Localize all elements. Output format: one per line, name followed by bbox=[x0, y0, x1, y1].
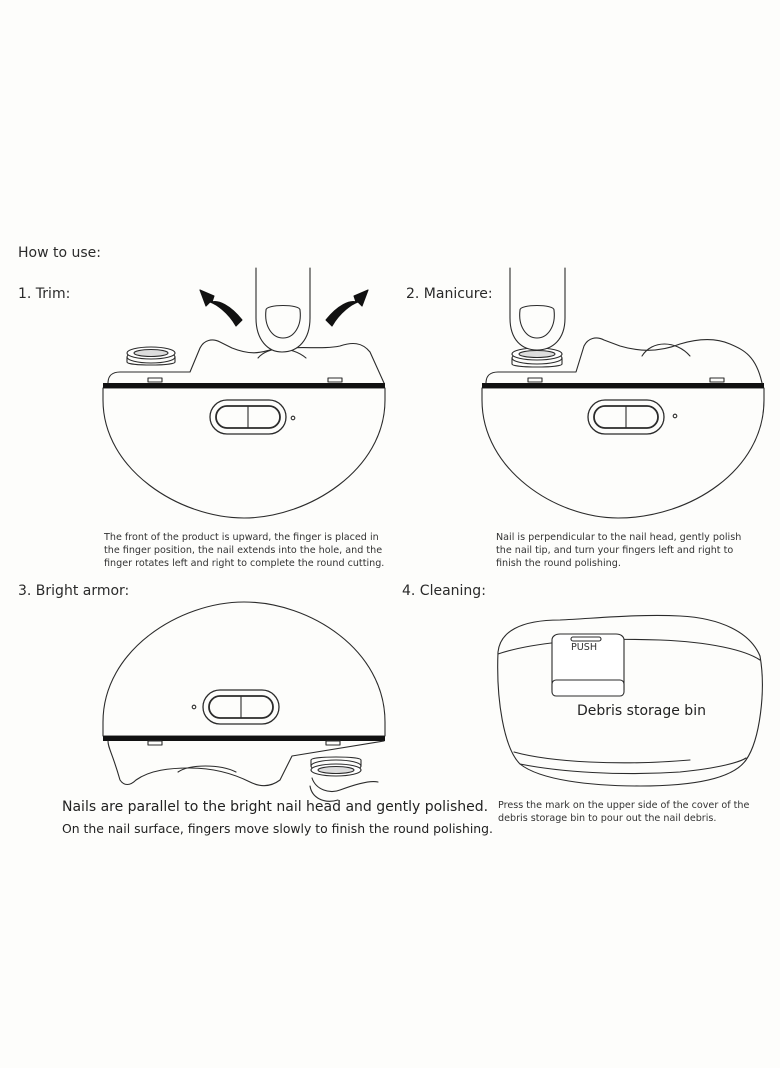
step-2-label: 2. Manicure: bbox=[406, 286, 493, 302]
slot-right bbox=[326, 741, 340, 745]
dial-knob bbox=[127, 347, 175, 365]
step-3-caption-line-2: On the nail surface, fingers move slowly to finish the round polishing. bbox=[62, 821, 493, 836]
step-4-caption: Press the mark on the upper side of the cover of the debris storage bin to pour out the nail debris. bbox=[498, 800, 750, 824]
page-title: How to use: bbox=[18, 245, 101, 261]
device-head bbox=[108, 340, 384, 383]
manicure-device-illustration bbox=[482, 268, 764, 518]
cleaning-device-illustration bbox=[498, 615, 763, 786]
slot-left bbox=[148, 378, 162, 382]
device-body bbox=[103, 388, 385, 518]
rotate-arrow-right-icon bbox=[326, 290, 368, 326]
dial-knob bbox=[512, 348, 562, 367]
device-band bbox=[103, 736, 385, 741]
device-head bbox=[108, 741, 384, 786]
step-1-caption: The front of the product is upward, the finger is placed in the finger position, the nail extends into the hole, and the finger rotates left and right to complete the round cutting. bbox=[104, 532, 385, 569]
shell-edge bbox=[498, 639, 760, 660]
slot-right bbox=[328, 378, 342, 382]
device-band bbox=[482, 383, 764, 388]
device-body bbox=[482, 388, 764, 518]
dial-knob bbox=[311, 757, 361, 776]
indicator-dot bbox=[291, 416, 295, 420]
slot-left bbox=[148, 741, 162, 745]
rotate-arrow-left-icon bbox=[200, 290, 242, 326]
step-3-caption-line-1: Nails are parallel to the bright nail head and gently polished. bbox=[62, 799, 489, 815]
trim-device-illustration bbox=[103, 268, 385, 518]
step-4-label: 4. Cleaning: bbox=[402, 583, 486, 599]
slot-right bbox=[710, 378, 724, 382]
debris-bin-callout: Debris storage bin bbox=[577, 703, 706, 719]
device-body bbox=[103, 602, 385, 736]
step-1-label: 1. Trim: bbox=[18, 286, 71, 302]
indicator-dot bbox=[673, 414, 677, 418]
finger bbox=[256, 268, 310, 352]
device-shell bbox=[498, 615, 763, 786]
bright-armor-device-illustration bbox=[103, 602, 385, 801]
device-band bbox=[103, 383, 385, 388]
step-2-caption: Nail is perpendicular to the nail head, gently polish the nail tip, and turn your fingers left and right to finish the round polishing. bbox=[496, 532, 742, 569]
finger-outline bbox=[312, 778, 378, 792]
indicator-dot bbox=[192, 705, 196, 709]
push-button-label: PUSH bbox=[571, 642, 598, 653]
slot-left bbox=[528, 378, 542, 382]
step-3-label: 3. Bright armor: bbox=[18, 583, 130, 599]
